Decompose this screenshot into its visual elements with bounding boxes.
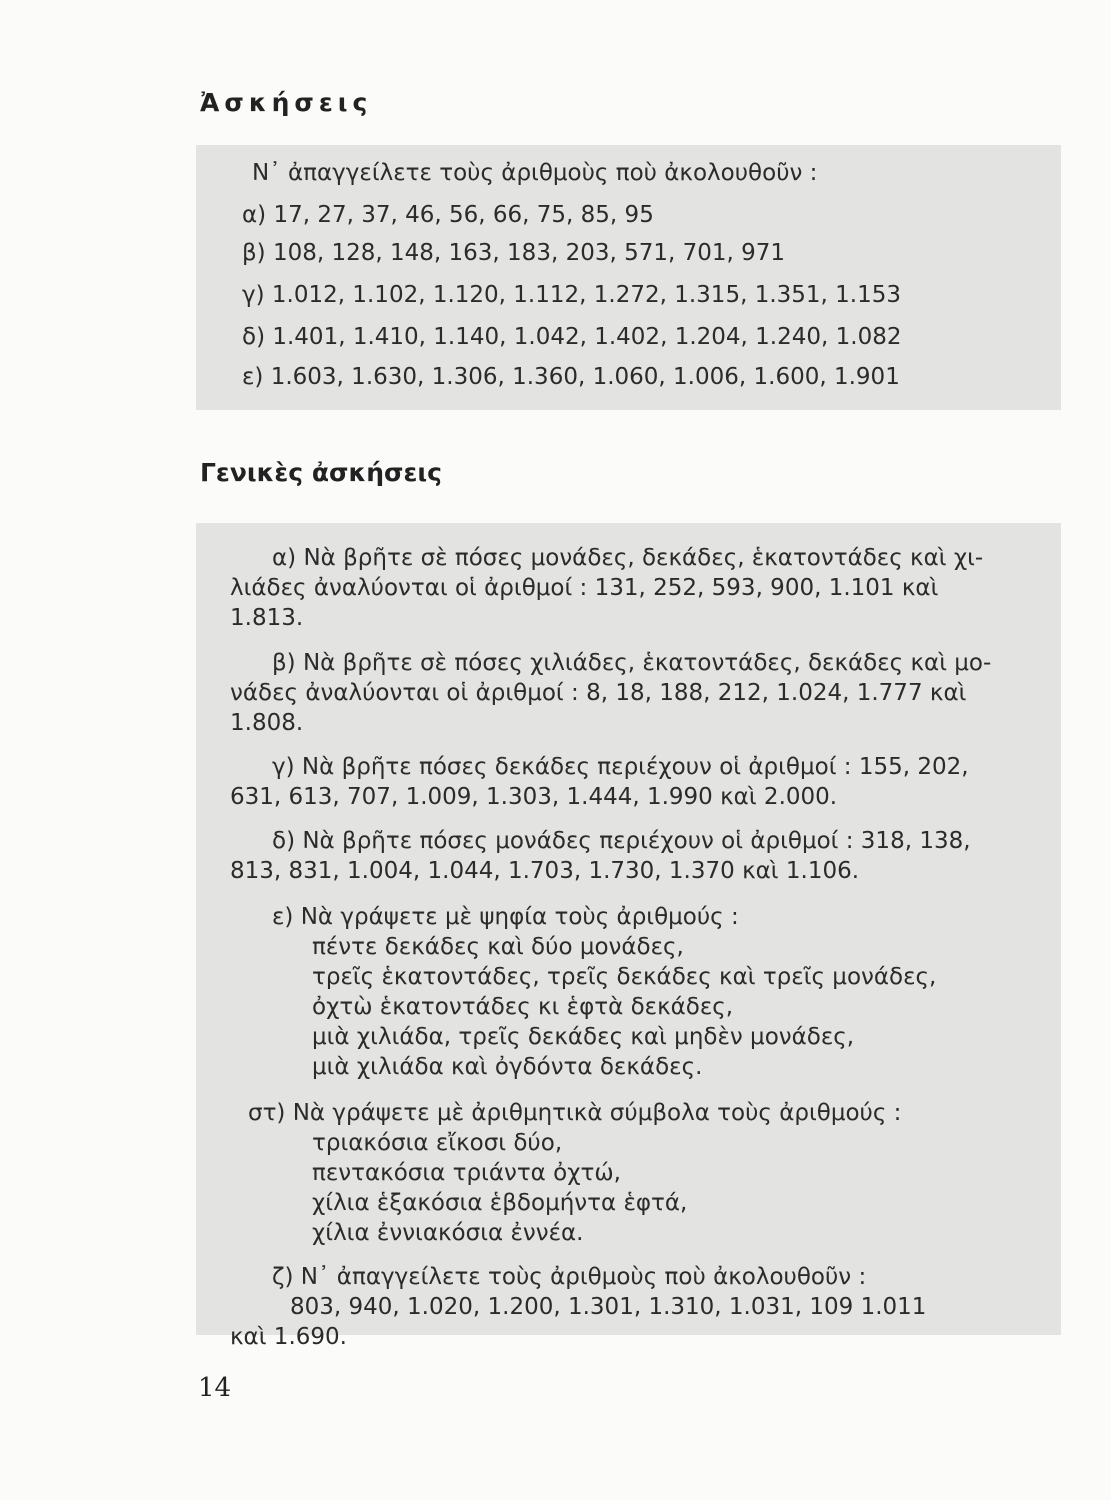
- general-g-line-1: ζ) Ν᾿ ἀπαγγείλετε τοὺς ἀριθμοὺς ποὺ ἀκολουθοῦν :: [272, 1264, 867, 1290]
- general-b-line-3: 1.808.: [230, 710, 304, 736]
- general-d-line-2: 813, 831, 1.004, 1.044, 1.703, 1.730, 1.370 καὶ 1.106.: [230, 858, 860, 884]
- general-g-line-3: καὶ 1.690.: [230, 1324, 347, 1350]
- general-d-line-1: δ) Νὰ βρῆτε πόσες μονάδες περιέχουν οἱ ἀριθμοί : 318, 138,: [272, 828, 971, 854]
- general-e-line-1: ε) Νὰ γράψετε μὲ ψηφία τοὺς ἀριθμούς :: [272, 904, 739, 930]
- exercise-line-a: α) 17, 27, 37, 46, 56, 66, 75, 85, 95: [242, 202, 654, 228]
- exercise-line-b: β) 108, 128, 148, 163, 183, 203, 571, 701, 971: [242, 240, 786, 266]
- general-b-line-2: νάδες ἀναλύονται οἱ ἀριθμοί : 8, 18, 188, 212, 1.024, 1.777 καὶ: [230, 680, 967, 706]
- general-f-line-1: στ) Νὰ γράψετε μὲ ἀριθμητικὰ σύμβολα τοὺς ἀριθμούς :: [248, 1100, 902, 1126]
- general-e-item-2: τρεῖς ἑκατοντάδες, τρεῖς δεκάδες καὶ τρεῖς μονάδες,: [312, 964, 937, 990]
- general-f-item-2: πεντακόσια τριάντα ὀχτώ,: [312, 1160, 621, 1186]
- page-number: 14: [198, 1373, 232, 1403]
- general-a-line-2: λιάδες ἀναλύονται οἱ ἀριθμοί : 131, 252, 593, 900, 1.101 καὶ: [230, 575, 939, 601]
- general-b-line-1: β) Νὰ βρῆτε σὲ πόσες χιλιάδες, ἑκατοντάδες, δεκάδες καὶ μο-: [272, 650, 992, 676]
- general-e-item-1: πέντε δεκάδες καὶ δύο μονάδες,: [312, 934, 684, 960]
- general-g-line-2: 803, 940, 1.020, 1.200, 1.301, 1.310, 1.031, 109 1.011: [290, 1294, 927, 1320]
- exercise-intro: Ν᾿ ἀπαγγείλετε τοὺς ἀριθμοὺς ποὺ ἀκολουθοῦν :: [252, 160, 818, 186]
- general-f-item-3: χίλια ἑξακόσια ἑβδομήντα ἑφτά,: [312, 1190, 688, 1216]
- exercise-line-e: ε) 1.603, 1.630, 1.306, 1.360, 1.060, 1.006, 1.600, 1.901: [242, 364, 900, 390]
- exercise-line-c: γ) 1.012, 1.102, 1.120, 1.112, 1.272, 1.315, 1.351, 1.153: [242, 282, 902, 308]
- general-f-item-4: χίλια ἐννιακόσια ἐννέα.: [312, 1220, 584, 1246]
- section-title-general-exercises: Γενικὲς ἀσκήσεις: [200, 458, 442, 487]
- general-c-line-1: γ) Νὰ βρῆτε πόσες δεκάδες περιέχουν οἱ ἀριθμοί : 155, 202,: [272, 754, 969, 780]
- exercise-line-d: δ) 1.401, 1.410, 1.140, 1.042, 1.402, 1.204, 1.240, 1.082: [242, 324, 902, 350]
- general-f-item-1: τριακόσια εἴκοσι δύο,: [312, 1130, 563, 1156]
- general-a-line-1: α) Νὰ βρῆτε σὲ πόσες μονάδες, δεκάδες, ἑκατοντάδες καὶ χι-: [272, 545, 984, 571]
- general-e-item-5: μιὰ χιλιάδα καὶ ὀγδόντα δεκάδες.: [312, 1054, 703, 1080]
- general-e-item-4: μιὰ χιλιάδα, τρεῖς δεκάδες καὶ μηδὲν μονάδες,: [312, 1024, 855, 1050]
- general-a-line-3: 1.813.: [230, 605, 304, 631]
- general-c-line-2: 631, 613, 707, 1.009, 1.303, 1.444, 1.990 καὶ 2.000.: [230, 784, 838, 810]
- general-e-item-3: ὀχτὼ ἑκατοντάδες κι ἑφτὰ δεκάδες,: [312, 994, 734, 1020]
- section-title-exercises: Ἀσκήσεις: [200, 88, 373, 117]
